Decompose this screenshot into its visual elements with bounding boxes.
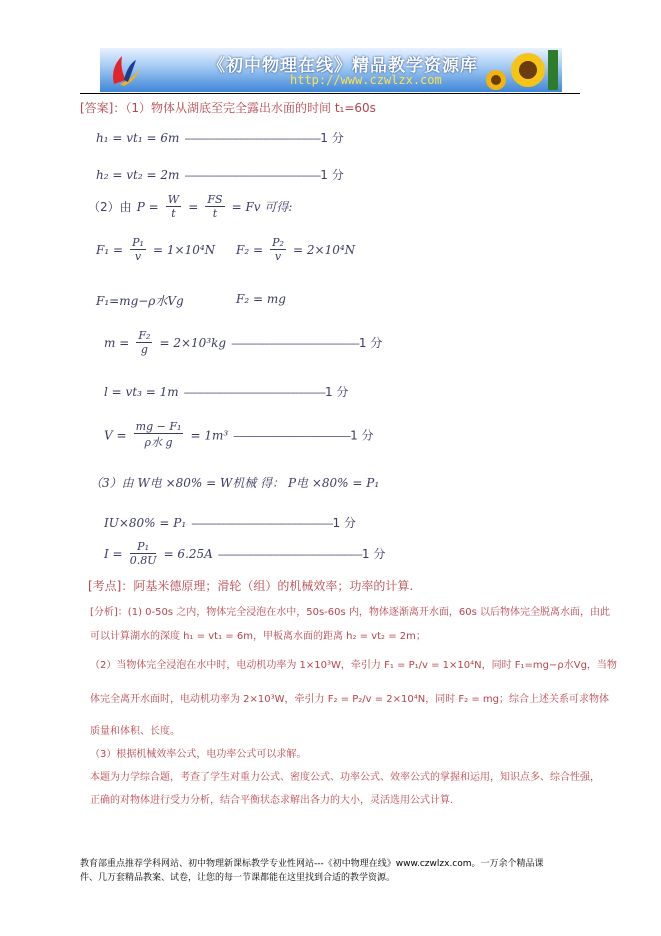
analysis-line-8: 正确的对物体进行受力分析，结合平衡状态求解出各力的大小，灵活选用公式计算. [90,795,454,806]
logo-icon [106,50,146,90]
analysis-line-6: （3）根据机械效率公式，电功率公式可以求解。 [90,749,307,760]
analysis-line-3: （2）当物体完全浸泡在水中时，电动机功率为 1×10³W，牵引力 F₁ = P₁/v = 1×10⁴N，同时 F₁=mg−ρ水Vg，当物 [90,660,617,671]
header-banner [100,48,562,92]
equation-h1: h₁ = vt₁ = 6m --------------------------------------------------1 分 [96,131,344,145]
header-divider [80,93,580,94]
sunflower-icon [478,50,558,90]
equation-volume: V = $\frac{\text{mg − F₁}}{\text{ρ水 g}}$ = 1m³ -------------------------------------------1 分 [104,420,374,449]
banner-url[interactable]: http://www.czwlzx.com [290,73,442,87]
answer-heading: [答案]：（1）物体从湖底至完全露出水面的时间 t₁=60s [80,101,376,115]
footer-line-1: 教育部重点推荐学科网站、初中物理新课标教学专业性网站---《初中物理在线》www.czwlzx.com。一万余个精品课 [80,859,544,869]
analysis-line-5: 质量和体积、长度。 [90,726,180,737]
footer-line-2: 件、几万套精品教案、试卷，让您的每一节课都能在这里找到合适的教学资源。 [80,873,396,883]
equation-iu: IU×80% = P₁ ----------------------------------------------------1 分 [104,516,356,530]
equation-h2: h₂ = vt₂ = 2m --------------------------------------------------1 分 [96,168,344,182]
equation-f1: F₁ = $\frac{\text{P₁}}{v}$ = 1×10⁴N [96,236,216,263]
efficiency-relation: （3）由 W电 ×80% = W机械 得： P电 ×80% = P₁ [90,476,380,490]
banner-title: 《初中物理在线》精品教学资源库 [208,56,478,76]
power-formula: （2）由 P = $\frac{W}{t}$ = $\frac{FS}{t}$ = Fv 可得: [88,193,293,220]
key-points: [考点]：阿基米德原理；滑轮（组）的机械效率；功率的计算. [88,579,414,593]
equation-length: l = vt₃ = 1m ----------------------------------------------------1 分 [104,385,349,399]
analysis-line-2: 可以计算湖水的深度 h₁ = vt₁ = 6m，甲板离水面的距离 h₂ = vt₂ = 2m； [90,631,426,642]
equation-f1-relation: F₁=mg−ρ水Vg [96,294,184,308]
equation-current: I = $\frac{\text{P₁}}{0.8U}$ = 6.25A -----------------------------------------------------1 分 [104,540,386,567]
equation-f2: F₂ = $\frac{\text{P₂}}{v}$ = 2×10⁴N [236,236,356,263]
analysis-line-4: 体完全离开水面时，电动机功率为 2×10³W，牵引力 F₂ = P₂/v = 2×10⁴N，同时 F₂ = mg；综合上述关系可求物体 [90,694,609,705]
analysis-line-7: 本题为力学综合题，考查了学生对重力公式、密度公式、功率公式、效率公式的掌握和运用，知识点多、综合性强， [90,772,600,783]
equation-f2-relation: F₂ = mg [236,292,286,306]
equation-mass: m = $\frac{\text{F₂}}{g}$ = 2×10³kg -----------------------------------------------1 分 [104,329,383,356]
analysis-line-1: [分析]：(1) 0-50s 之内，物体完全浸泡在水中，50s-60s 内，物体逐渐离开水面，60s 以后物体完全脱离水面，由此 [90,607,610,618]
